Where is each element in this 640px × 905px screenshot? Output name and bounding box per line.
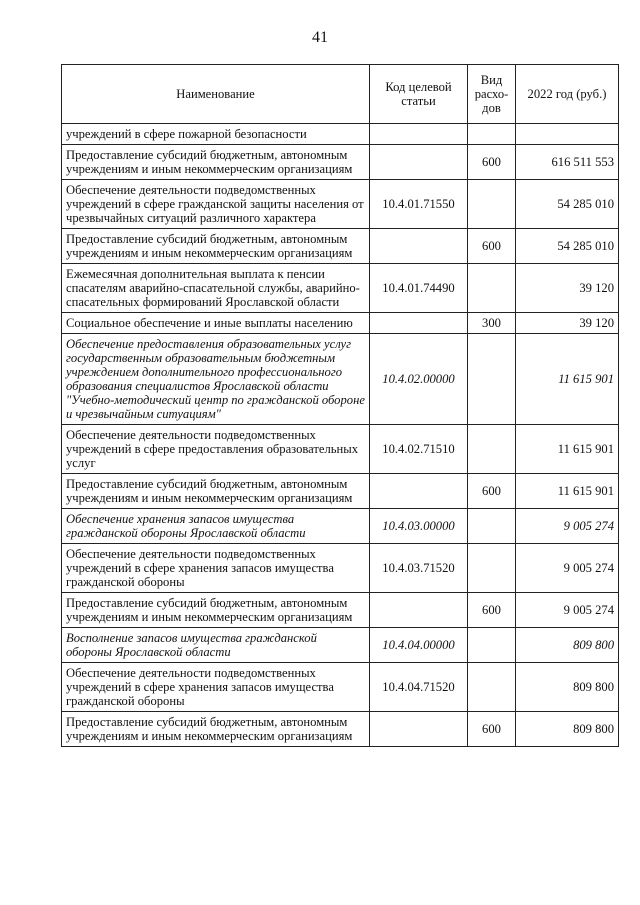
row-name-cell: Предоставление субсидий бюджетным, автономным учреждениям и иным некоммерческим организациям — [62, 474, 370, 509]
row-name-cell: учреждений в сфере пожарной безопасности — [62, 124, 370, 145]
table-row — [62, 628, 619, 663]
row-kind-cell — [468, 334, 516, 425]
row-code-cell: 10.4.04.71520 — [370, 663, 468, 712]
table-header-row — [62, 65, 619, 124]
row-kind-cell — [468, 264, 516, 313]
row-kind-cell — [468, 544, 516, 593]
row-name-cell: Предоставление субсидий бюджетным, автономным учреждениям и иным некоммерческим организациям — [62, 145, 370, 180]
row-kind-cell — [468, 663, 516, 712]
table-row — [62, 593, 619, 628]
row-amount-cell: 54 285 010 — [516, 229, 619, 264]
row-code-cell: 10.4.01.74490 — [370, 264, 468, 313]
row-code-cell: 10.4.02.00000 — [370, 334, 468, 425]
table-row — [62, 544, 619, 593]
row-kind-cell — [468, 180, 516, 229]
row-kind-cell: 600 — [468, 145, 516, 180]
row-amount-cell — [516, 124, 619, 145]
row-name-cell: Предоставление субсидий бюджетным, автономным учреждениям и иным некоммерческим организациям — [62, 593, 370, 628]
row-amount-cell: 9 005 274 — [516, 593, 619, 628]
row-kind-cell — [468, 425, 516, 474]
row-kind-cell — [468, 628, 516, 663]
row-name-cell: Обеспечение предоставления образовательных услуг государственным образовательным бюджетным учреждением дополнительного профессионального образования специалистов Ярославской области "Учебно-методический центр по гражданской обороне и чрезвычайным ситуациям" — [62, 334, 370, 425]
table-row — [62, 509, 619, 544]
row-amount-cell: 39 120 — [516, 313, 619, 334]
row-code-cell — [370, 145, 468, 180]
row-code-cell — [370, 229, 468, 264]
header-amount: 2022 год (руб.) — [516, 65, 619, 124]
table-row — [62, 313, 619, 334]
row-kind-cell: 600 — [468, 229, 516, 264]
row-kind-cell — [468, 509, 516, 544]
row-name-cell: Обеспечение деятельности подведомственных учреждений в сфере гражданской защиты населения от чрезвычайных ситуаций различного характера — [62, 180, 370, 229]
row-name-cell: Ежемесячная дополнительная выплата к пенсии спасателям аварийно-спасательной службы, аварийно-спасательных формирований Ярославской области — [62, 264, 370, 313]
header-code: Код целевой статьи — [370, 65, 468, 124]
row-name-cell: Предоставление субсидий бюджетным, автономным учреждениям и иным некоммерческим организациям — [62, 712, 370, 747]
row-code-cell: 10.4.04.00000 — [370, 628, 468, 663]
row-code-cell — [370, 474, 468, 509]
table-row — [62, 180, 619, 229]
header-name: Наименование — [62, 65, 370, 124]
table-row — [62, 425, 619, 474]
row-kind-cell: 600 — [468, 474, 516, 509]
table-row — [62, 229, 619, 264]
row-name-cell: Социальное обеспечение и иные выплаты населению — [62, 313, 370, 334]
row-amount-cell: 809 800 — [516, 712, 619, 747]
row-name-cell: Обеспечение деятельности подведомственных учреждений в сфере хранения запасов имущества гражданской обороны — [62, 663, 370, 712]
row-kind-cell: 600 — [468, 712, 516, 747]
table-row — [62, 334, 619, 425]
row-code-cell: 10.4.01.71550 — [370, 180, 468, 229]
table-row — [62, 474, 619, 509]
row-name-cell: Обеспечение хранения запасов имущества гражданской обороны Ярославской области — [62, 509, 370, 544]
row-code-cell: 10.4.02.71510 — [370, 425, 468, 474]
row-name-cell: Обеспечение деятельности подведомственных учреждений в сфере предоставления образовательных услуг — [62, 425, 370, 474]
row-kind-cell: 300 — [468, 313, 516, 334]
row-code-cell — [370, 313, 468, 334]
row-amount-cell: 809 800 — [516, 628, 619, 663]
table-row — [62, 124, 619, 145]
row-code-cell — [370, 593, 468, 628]
row-kind-cell: 600 — [468, 593, 516, 628]
row-amount-cell: 39 120 — [516, 264, 619, 313]
row-code-cell: 10.4.03.00000 — [370, 509, 468, 544]
row-code-cell — [370, 712, 468, 747]
table-row — [62, 145, 619, 180]
row-name-cell: Предоставление субсидий бюджетным, автономным учреждениям и иным некоммерческим организациям — [62, 229, 370, 264]
table-row — [62, 264, 619, 313]
row-amount-cell: 54 285 010 — [516, 180, 619, 229]
row-kind-cell — [468, 124, 516, 145]
page-number: 41 — [312, 29, 328, 46]
table-row — [62, 712, 619, 747]
row-amount-cell: 809 800 — [516, 663, 619, 712]
budget-table — [61, 64, 619, 747]
row-amount-cell: 9 005 274 — [516, 509, 619, 544]
row-amount-cell: 11 615 901 — [516, 425, 619, 474]
row-amount-cell: 616 511 553 — [516, 145, 619, 180]
row-code-cell: 10.4.03.71520 — [370, 544, 468, 593]
table-row — [62, 663, 619, 712]
header-kind: Вид расхо-дов — [468, 65, 516, 124]
row-amount-cell: 9 005 274 — [516, 544, 619, 593]
row-name-cell: Восполнение запасов имущества гражданской обороны Ярославской области — [62, 628, 370, 663]
row-amount-cell: 11 615 901 — [516, 474, 619, 509]
row-code-cell — [370, 124, 468, 145]
row-name-cell: Обеспечение деятельности подведомственных учреждений в сфере хранения запасов имущества гражданской обороны — [62, 544, 370, 593]
row-amount-cell: 11 615 901 — [516, 334, 619, 425]
